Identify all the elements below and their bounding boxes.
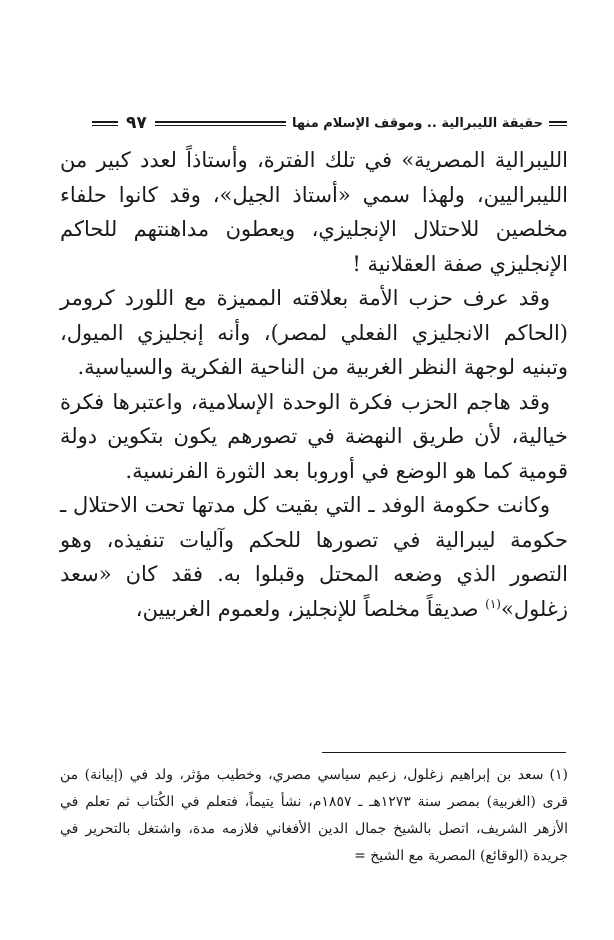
page-number: ٩٧ <box>126 113 147 133</box>
paragraph-3: وقد هاجم الحزب فكرة الوحدة الإسلامية، واعتبرها فكرة خيالية، لأن طريق النهضة في تصورهم يكون بتكوين دولة قومية كما هو الوضع في أوروبا بعد الثورة الفرنسية. <box>60 389 568 483</box>
paragraph-4 <box>60 488 568 626</box>
footnote-marker: (١) <box>549 767 568 783</box>
footnote-text: سعد بن إبراهيم زغلول، زعيم سياسي مصري، وخطيب مؤثر، ولد في (إبيانة) من قرى (الغربية) بمصر سنة ١٢٧٣هـ ـ ١٨٥٧م، نشأ يتيماً، فتعلم في الكُتاب ثم تعلم في الأزهر الشريف، اتصل بالشيخ جمال الدين الأفغاني فلازمه مدة، واشتغل بالتحرير في جريدة (الوقائع) المصرية مع الشيخ = <box>60 767 568 864</box>
footnote-reference: (١) <box>485 596 501 611</box>
paragraph-4-main: وكانت حكومة الوفد ـ التي بقيت كل مدتها تحت الاحتلال ـ حكومة ليبرالية في تصورها للحكم وآليات تنفيذه، وهو التصور الذي وضعه المحتل وقبلوا به. فقد كان «سعد زغلول» <box>60 493 568 621</box>
paragraph-4-tail: صديقاً مخلصاً للإنجليز، ولعموم الغربيين، <box>135 596 486 621</box>
body-text <box>60 143 568 626</box>
header-rule-left <box>92 121 118 126</box>
running-header <box>92 108 567 138</box>
header-rule-middle <box>155 121 286 126</box>
header-rule-right <box>549 121 567 126</box>
running-title: حقيقة الليبرالية .. وموقف الإسلام منها <box>291 115 543 131</box>
paragraph-1: الليبرالية المصرية» في تلك الفترة، وأستاذاً لعدد كبير من الليبراليين، ولهذا سمي «أستاذ الجيل»، وقد كانوا حلفاء مخلصين للاحتلال الإنجليزي، ويعطون مداهنتهم للحاكم الإنجليزي صفة العقلانية ! <box>60 148 568 276</box>
footnote-separator <box>322 752 566 753</box>
footnote <box>60 762 568 870</box>
paragraph-2: وقد عرف حزب الأمة بعلاقته المميزة مع اللورد كرومر (الحاكم الانجليزي الفعلي لمصر)، وأنه إنجليزي الميول، وتبنيه لوجهة النظر الغربية من الناحية الفكرية والسياسية. <box>60 286 568 379</box>
